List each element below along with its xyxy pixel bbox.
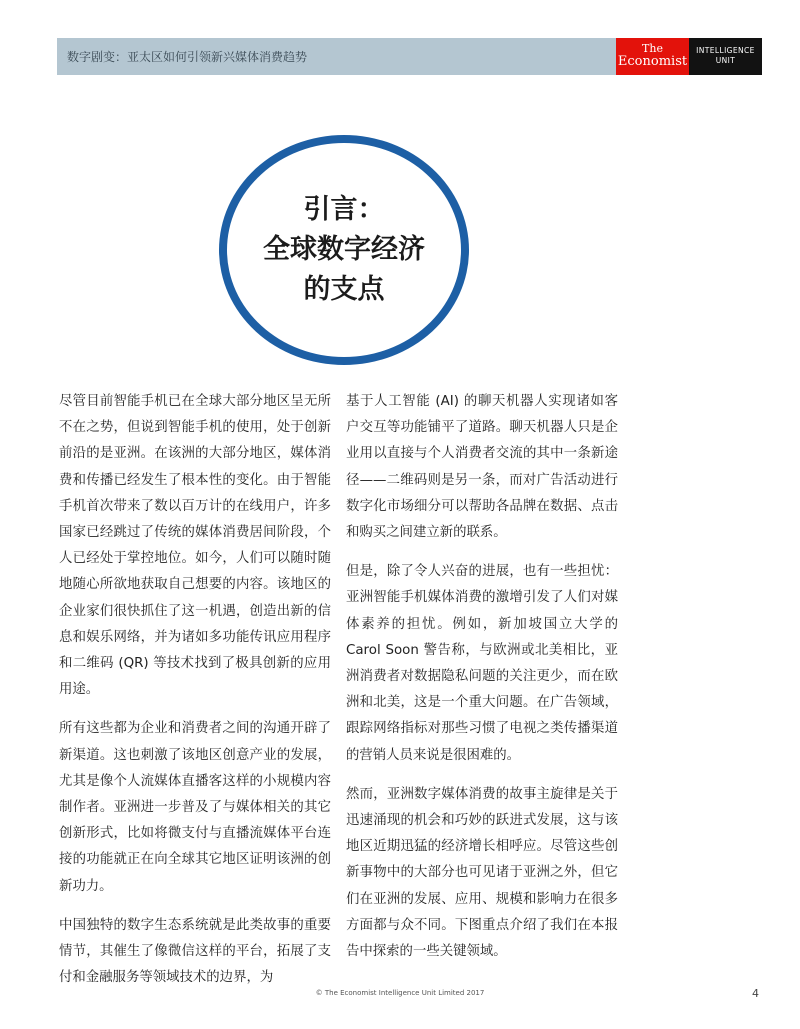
logo-the: The [642,42,663,55]
heading-line-2: 全球数字经济 [263,234,425,265]
logo-intelligence: INTELLIGENCE [696,46,755,55]
page-number: 4 [752,987,759,1000]
paragraph: 但是，除了令人兴奋的进展，也有一些担忧：亚洲智能手机媒体消费的激增引发了人们对媒体素养的担忧。例如，新加坡国立大学的 Carol Soon 警告称，与欧洲或北美相比，亚洲消费者对数据隐私问题的关注更少，而在欧洲和北美，这是一个重大问题。在广告领域，跟踪网络指标对那些习惯了电视之类传播渠道的营销人员来说是很困难的。 [346,564,618,763]
body-column-right [346,389,618,978]
paragraph: 然而，亚洲数字媒体消费的故事主旋律是关于迅速涌现的机会和巧妙的跃进式发展，这与该地区近期迅猛的经济增长相呼应。尽管这些创新事物中的大部分也可见诸于亚洲之外，但它们在亚洲的发展、应用、规模和影响力在很多方面都与众不同。下图重点介绍了我们在本报告中探索的一些关键领域。 [346,786,618,960]
paragraph: 基于人工智能 (AI) 的聊天机器人实现诸如客户交互等功能铺平了道路。聊天机器人只是企业用以直接与个人消费者交流的其中一条新途径——二维码则是另一条，而对广告活动进行数字化市场细分可以帮助各品牌在数据、点击和购买之间建立新的联系。 [346,394,618,541]
heading-line-1: 引言： [303,194,385,225]
heading-line-3: 的支点 [303,274,385,305]
intelligence-unit-logo [689,38,762,75]
body-column-left [59,389,331,1004]
logo-unit: UNIT [715,56,736,65]
economist-logo [616,38,689,75]
copyright-footer: © The Economist Intelligence Unit Limited 2017 [315,989,485,997]
paragraph: 中国独特的数字生态系统就是此类故事的重要情节，其催生了像微信这样的平台，拓展了支付和金融服务等领域技术的边界，为 [59,917,331,986]
report-title: 数字剧变：亚太区如何引领新兴媒体消费趋势 [67,50,308,64]
header-bar [57,38,762,75]
paragraph: 所有这些都为企业和消费者之间的沟通开辟了新渠道。这也刺激了该地区创意产业的发展，尤其是像个人流媒体直播客这样的小规模内容制作者。亚洲进一步普及了与媒体相关的其它创新形式，比如将微支付与直播流媒体平台连接的功能就正在向全球其它地区证明该洲的创新功力。 [59,721,331,894]
paragraph: 尽管目前智能手机已在全球大部分地区呈无所不在之势，但说到智能手机的使用，处于创新前沿的是亚洲。在该洲的大部分地区，媒体消费和传播已经发生了根本性的变化。由于智能手机首次带来了数以百万计的在线用户，许多国家已经跳过了传统的媒体消费居间阶段，个人已经处于掌控地位。如今，人们可以随时随地随心所欲地获取自己想要的内容。该地区的企业家们很快抓住了这一机遇，创造出新的信息和娱乐网络，并为诸如多功能传讯应用程序和二维码 (QR) 等技术找到了极具创新的应用用途。 [59,394,331,698]
logo-economist: Economist [617,54,688,69]
section-heading-circle [219,135,469,365]
